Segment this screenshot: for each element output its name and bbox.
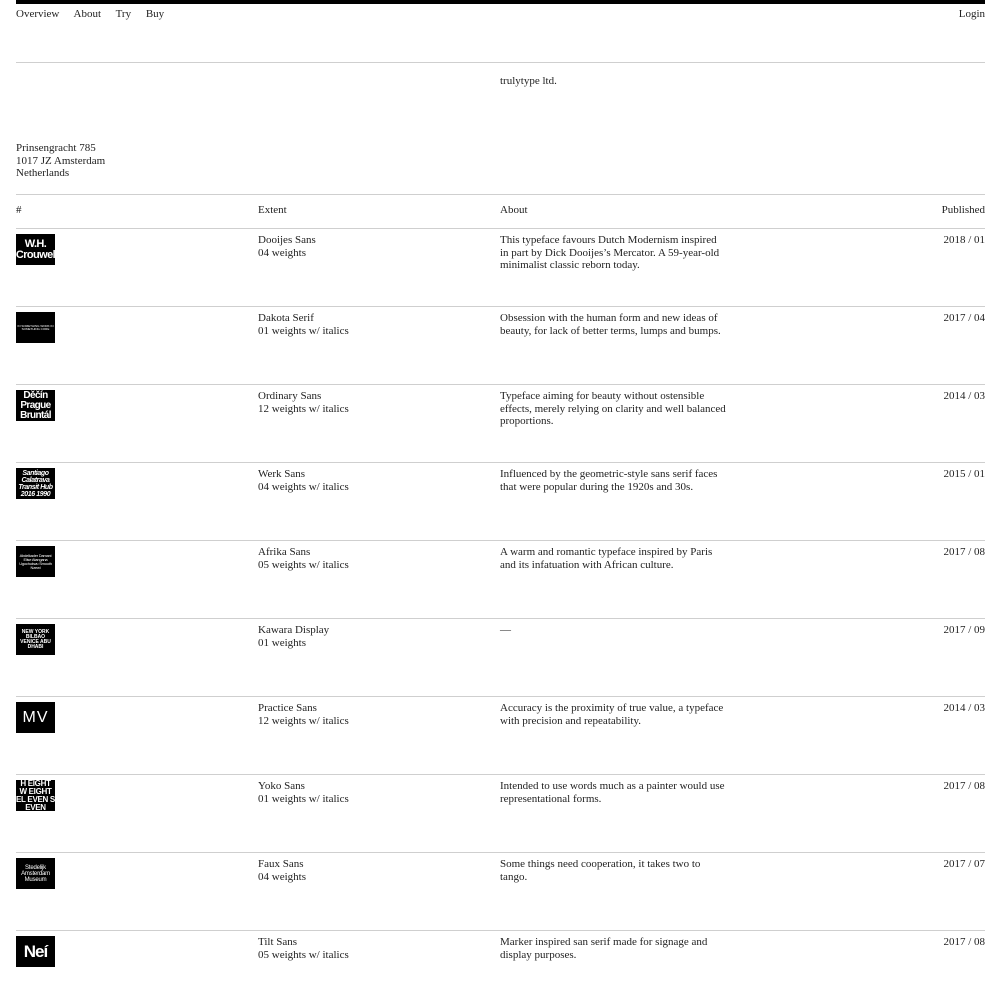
typeface-thumbnail[interactable] xyxy=(16,858,55,889)
typeface-weights: 12 weights w/ italics xyxy=(258,714,349,727)
typeface-weights: 01 weights w/ italics xyxy=(258,324,349,337)
typeface-about: Influenced by the geometric-style sans serif faces that were popular during the 1920s and 30s. xyxy=(500,468,718,493)
divider xyxy=(16,540,985,541)
typeface-extent xyxy=(258,702,349,727)
typeface-weights: 04 weights xyxy=(258,246,306,259)
typeface-about: Typeface aiming for beauty without ostensible effects, merely relying on clarity and well balanced proportions. xyxy=(500,390,726,427)
typeface-extent xyxy=(258,858,306,883)
typeface-published: 2014 / 03 xyxy=(943,702,985,714)
typeface-published: 2018 / 01 xyxy=(943,234,985,246)
divider xyxy=(16,62,985,63)
typeface-thumbnail[interactable] xyxy=(16,936,55,967)
col-number-header: # xyxy=(16,204,22,216)
thumbnail-text: Neí xyxy=(23,942,48,961)
typeface-published: 2017 / 09 xyxy=(943,624,985,636)
typeface-thumbnail[interactable] xyxy=(16,234,55,265)
nav-about[interactable]: About xyxy=(73,8,102,20)
typeface-name[interactable]: Practice Sans xyxy=(258,702,317,714)
thumbnail-text: Děčín Prague Bruntál xyxy=(20,390,51,421)
table-row[interactable] xyxy=(16,698,985,776)
typeface-thumbnail[interactable] xyxy=(16,702,55,733)
address-country: Netherlands xyxy=(16,167,70,179)
typeface-about: Intended to use words much as a painter would use representational forms. xyxy=(500,780,725,805)
typeface-name[interactable]: Werk Sans xyxy=(258,468,306,480)
thumbnail-text: W.H. Crouwel xyxy=(16,237,55,261)
typeface-about: Some things need cooperation, it takes two to tango. xyxy=(500,858,701,883)
typeface-extent xyxy=(258,936,349,961)
typeface-published: 2017 / 08 xyxy=(943,546,985,558)
typeface-extent xyxy=(258,546,349,571)
typeface-name[interactable]: Dooijes Sans xyxy=(258,234,316,246)
address-street: Prinsengracht 785 xyxy=(16,142,96,154)
typeface-about: Obsession with the human form and new ideas of beauty, for lack of better terms, lumps and bumps. xyxy=(500,312,721,337)
address xyxy=(16,142,105,180)
typeface-about: This typeface favours Dutch Modernism inspired in part by Dick Dooijes’s Mercator. A 59-year-old minimalist classic reborn today. xyxy=(500,234,720,271)
divider xyxy=(16,194,985,195)
typeface-published: 2017 / 04 xyxy=(943,312,985,324)
divider xyxy=(16,618,985,619)
table-row[interactable] xyxy=(16,308,985,386)
col-published-header: Published xyxy=(941,204,985,216)
typeface-thumbnail[interactable] xyxy=(16,624,55,655)
typeface-name[interactable]: Ordinary Sans xyxy=(258,390,322,402)
table-row[interactable] xyxy=(16,386,985,464)
table-row[interactable] xyxy=(16,776,985,854)
typeface-name[interactable]: Dakota Serif xyxy=(258,312,314,324)
typeface-about: A warm and romantic typeface inspired by Paris and its infatuation with African culture. xyxy=(500,546,713,571)
col-about-header: About xyxy=(500,204,528,216)
typeface-published: 2017 / 08 xyxy=(943,780,985,792)
table-row[interactable] xyxy=(16,542,985,620)
typeface-name[interactable]: Tilt Sans xyxy=(258,936,298,948)
table-row[interactable] xyxy=(16,620,985,698)
typeface-thumbnail[interactable] xyxy=(16,468,55,499)
typeface-published: 2015 / 01 xyxy=(943,468,985,480)
typeface-about: Accuracy is the proximity of true value, a typeface with precision and repeatability. xyxy=(500,702,724,727)
table-row[interactable] xyxy=(16,230,985,308)
nav-login[interactable]: Login xyxy=(958,8,985,20)
divider xyxy=(16,930,985,931)
divider xyxy=(16,774,985,775)
typeface-extent xyxy=(258,390,349,415)
typeface-extent xyxy=(258,312,349,337)
main-nav xyxy=(16,8,985,22)
divider xyxy=(16,852,985,853)
thumbnail-text: MV xyxy=(22,708,49,726)
address-city: 1017 JZ Amsterdam xyxy=(16,154,106,167)
col-extent-header: Extent xyxy=(258,204,287,216)
table-row[interactable] xyxy=(16,854,985,932)
typeface-about: Marker inspired san serif made for signage and display purposes. xyxy=(500,936,708,961)
typeface-weights: 05 weights w/ italics xyxy=(258,558,349,571)
typeface-published: 2017 / 08 xyxy=(943,936,985,948)
thumbnail-text: IN SOMETHING WORK IN SOMETHING CORE xyxy=(17,323,54,331)
typeface-thumbnail[interactable] xyxy=(16,312,55,343)
thumbnail-text: Santiago Calatrava Transit Hub 2016 1990 xyxy=(18,469,53,498)
nav-buy[interactable]: Buy xyxy=(145,8,165,20)
typeface-published: 2017 / 07 xyxy=(943,858,985,870)
typeface-weights: 05 weights w/ italics xyxy=(258,948,349,961)
typeface-thumbnail[interactable] xyxy=(16,780,55,811)
thumbnail-text: NEW YORK BILBAO VENICE ABU DHABI xyxy=(20,628,51,650)
typeface-about: — xyxy=(500,624,511,636)
table-row[interactable] xyxy=(16,464,985,542)
divider xyxy=(16,306,985,307)
typeface-weights: 12 weights w/ italics xyxy=(258,402,349,415)
divider xyxy=(16,384,985,385)
typeface-name[interactable]: Afrika Sans xyxy=(258,546,311,558)
typeface-weights: 01 weights w/ italics xyxy=(258,792,349,805)
thumbnail-text: Abdelkader Damani Elise Atangana Ugochukwu Smooth Nzewi xyxy=(19,552,52,570)
top-bar xyxy=(16,0,985,4)
table-header xyxy=(16,204,985,218)
company-name: trulytype ltd. xyxy=(500,75,557,87)
nav-overview[interactable]: Overview xyxy=(16,8,60,20)
typeface-weights: 01 weights xyxy=(258,636,306,649)
divider xyxy=(16,228,985,229)
typeface-name[interactable]: Yoko Sans xyxy=(258,780,305,792)
typeface-extent xyxy=(258,780,349,805)
divider xyxy=(16,696,985,697)
typeface-published: 2014 / 03 xyxy=(943,390,985,402)
table-row[interactable] xyxy=(16,932,985,1000)
typeface-weights: 04 weights xyxy=(258,870,306,883)
thumbnail-text: Stedelijk Amsterdam Museum xyxy=(21,864,50,883)
typeface-thumbnail[interactable] xyxy=(16,546,55,577)
typeface-extent xyxy=(258,468,349,493)
thumbnail-text: H EIGHT W EIGHT EL EVEN S EVEN xyxy=(16,780,55,811)
typeface-extent xyxy=(258,624,329,649)
divider xyxy=(16,462,985,463)
typeface-name[interactable]: Faux Sans xyxy=(258,858,304,870)
typeface-name[interactable]: Kawara Display xyxy=(258,624,330,636)
typeface-thumbnail[interactable] xyxy=(16,390,55,421)
typeface-weights: 04 weights w/ italics xyxy=(258,480,349,493)
nav-try[interactable]: Try xyxy=(115,8,132,20)
typeface-extent xyxy=(258,234,316,259)
